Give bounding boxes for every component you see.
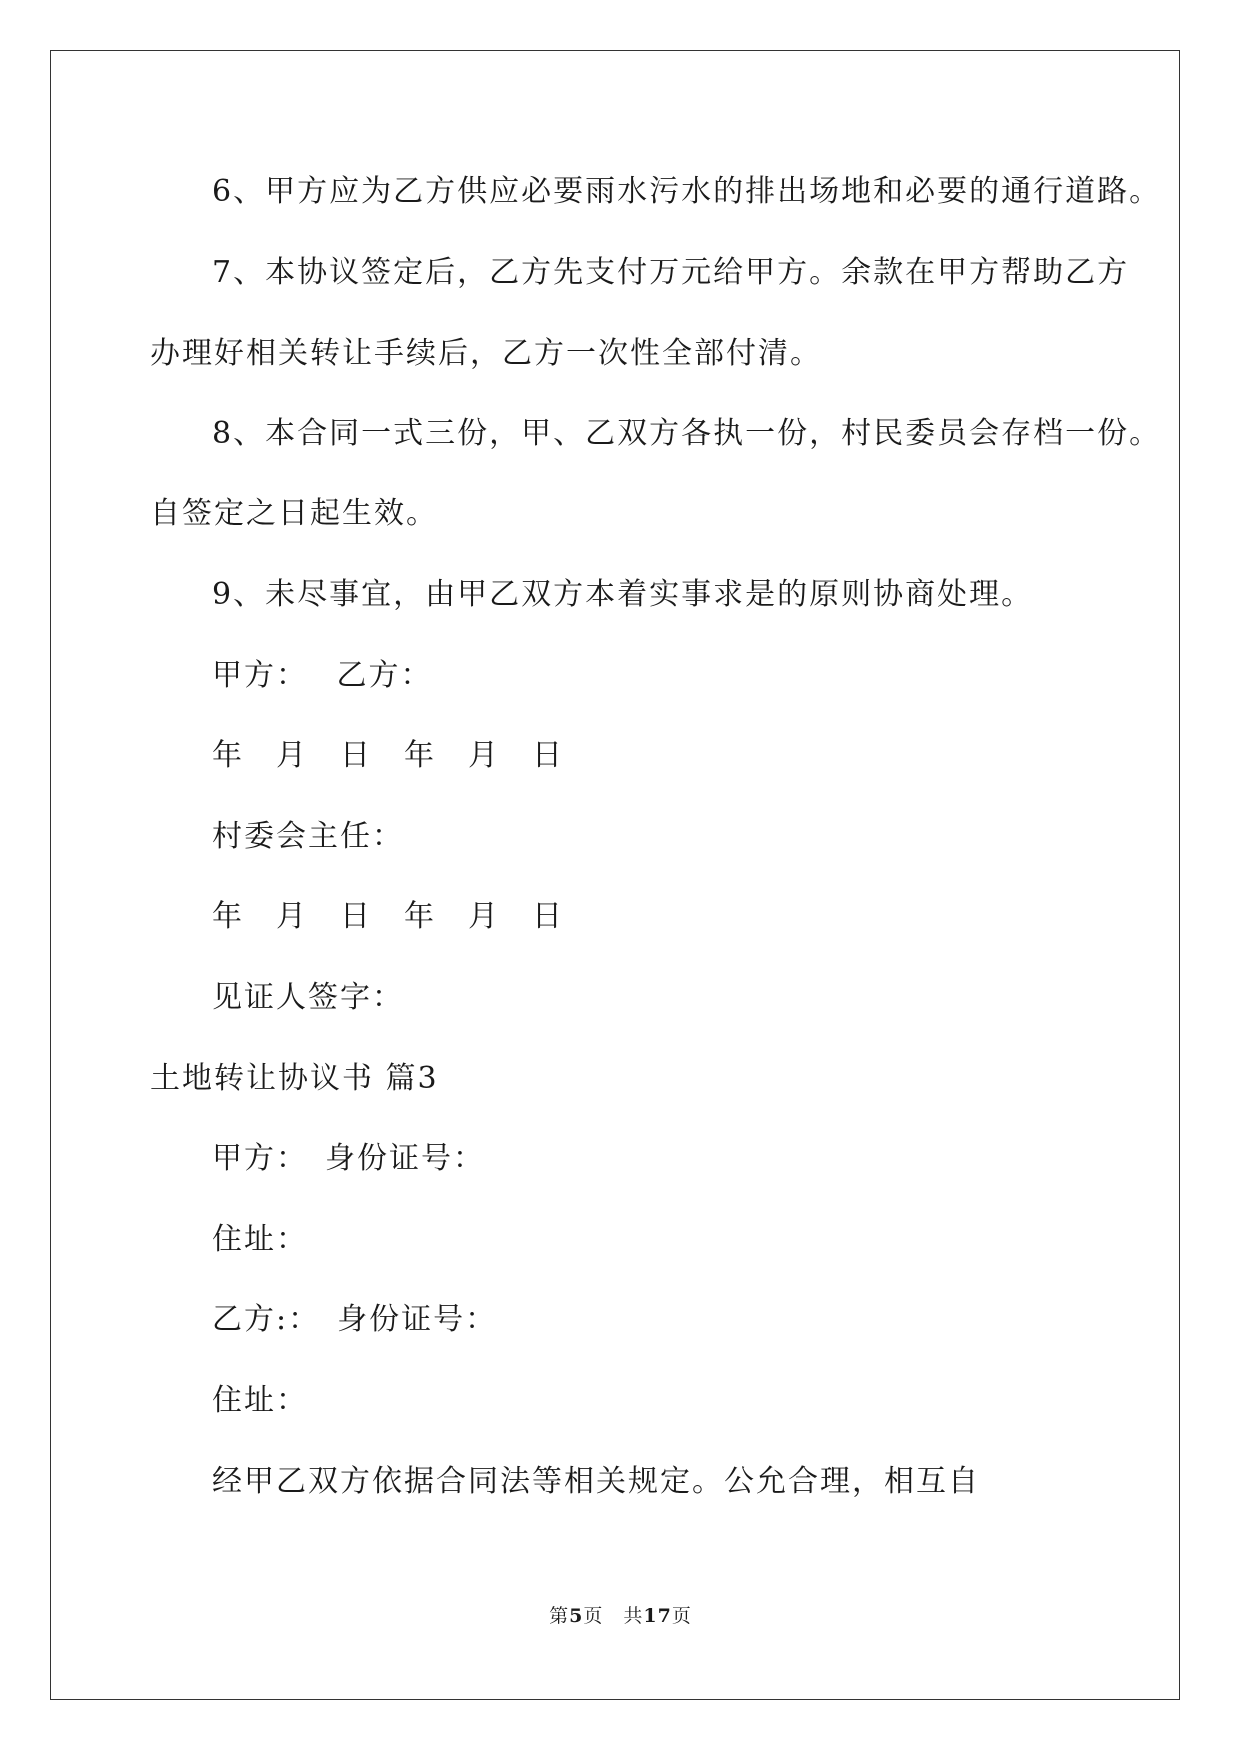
footer-total-pages: 17 [643,1605,672,1627]
page-border [50,50,1180,1700]
party-b-id-line: 乙方:： 身份证号： [212,1302,498,1337]
party-a-address-line: 住址： [212,1222,308,1257]
witness-signature-line: 见证人签字： [212,980,404,1015]
clause-7-line-2: 办理好相关转让手续后，乙方一次性全部付清。 [150,336,822,371]
footer-total-prefix: 共 [623,1605,644,1627]
footer-total-suffix: 页 [671,1605,692,1627]
clause-9: 9、未尽事宜，由甲乙双方本着实事求是的原则协商处理。 [212,577,1034,612]
footer-page-prefix: 第 [549,1605,570,1627]
footer-page-suffix: 页 [583,1605,604,1627]
party-signature-line: 甲方： 乙方： [212,658,433,693]
village-director-line: 村委会主任： [212,819,404,854]
clause-6: 6、甲方应为乙方供应必要雨水污水的排出场地和必要的通行道路。 [212,174,1162,209]
clause-7-line-1: 7、本协议签定后，乙方先支付万元给甲方。余款在甲方帮助乙方 [212,255,1130,290]
clause-8-line-1: 8、本合同一式三份，甲、乙双方各执一份，村民委员会存档一份。 [212,416,1162,451]
footer-page-number: 5 [569,1605,584,1627]
section-heading: 土地转让协议书 篇3 [150,1061,439,1096]
page-footer [0,1603,1241,1629]
agreement-intro-line: 经甲乙双方依据合同法等相关规定。公允合理，相互自 [212,1464,980,1499]
clause-8-line-2: 自签定之日起生效。 [150,496,438,531]
date-line-2: 年 月 日 年 月 日 [212,899,564,934]
party-b-address-line: 住址： [212,1383,308,1418]
party-a-id-line: 甲方： 身份证号： [212,1141,485,1176]
date-line-1: 年 月 日 年 月 日 [212,738,564,773]
